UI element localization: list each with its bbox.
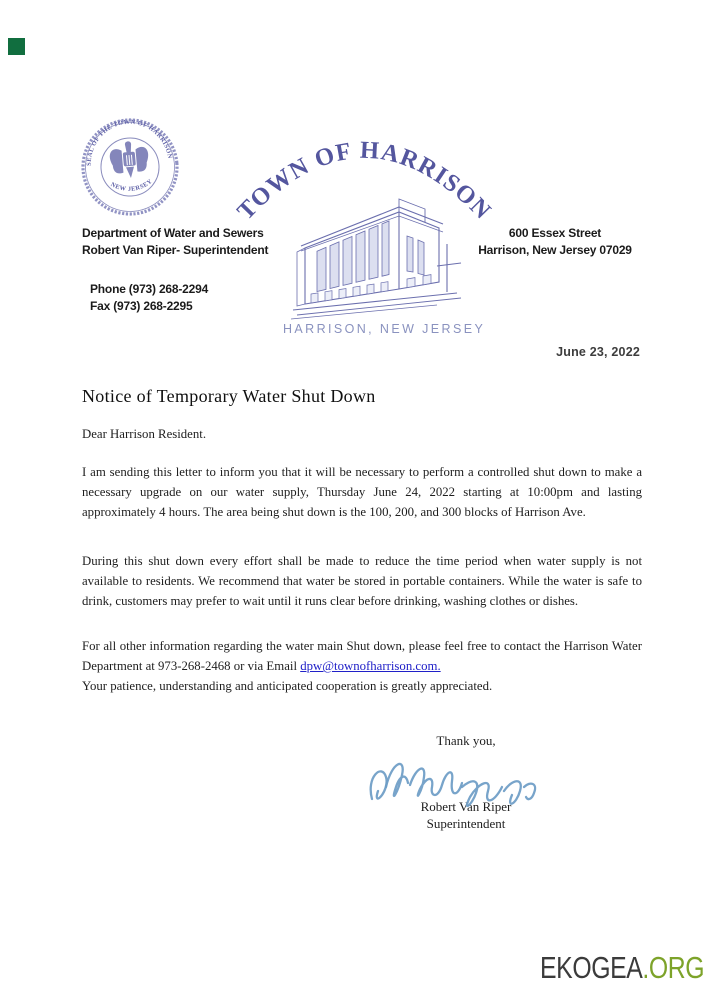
green-corner-marker	[8, 38, 25, 55]
paragraph-3-text: For all other information regarding the water main Shut down, please feel free to contact the Harrison Water Department at 973-268-2468 or via Email	[82, 639, 642, 673]
superintendent-line: Robert Van Riper- Superintendent	[82, 243, 269, 257]
paragraph-2: During this shut down every effort shall be made to reduce the time period when water supply is not available to residents. We recommend that water be stored in portable containers. While the water is safe to drink, customers may prefer to wait until it runs clear before drinking, washing clothes or dishes.	[82, 554, 642, 608]
department-block	[82, 225, 268, 259]
arc-title-text: TOWN OF HARRISON	[232, 136, 497, 226]
address-block	[460, 225, 650, 259]
brand-tld: .ORG	[642, 950, 704, 985]
signer-title: Superintendent	[426, 816, 506, 831]
eagle-emblem-icon	[109, 140, 151, 180]
signer-name: Robert Van Riper	[420, 799, 512, 814]
town-seal-icon	[75, 108, 184, 226]
fax-line: Fax (973) 268-2295	[90, 299, 193, 313]
paragraph-1: I am sending this letter to inform you that it will be necessary to perform a controlled shut down to make a necessary upgrade on our water supply, Thursday June 24, 2022 starting at 10:00pm and lasting approximately 4 hours. The area being shut down is the 100, 200, and 300 blocks of Harrison Ave.	[82, 465, 642, 519]
footer-brand	[540, 950, 704, 986]
phone-line: Phone (973) 268-2294	[90, 282, 209, 296]
seal-top-text: SEAL OF THE TOWN OF HARRISON	[85, 118, 174, 166]
closing-line: Thank you,	[436, 733, 496, 748]
brand-name: EKOGEA	[539, 950, 643, 985]
building-caption: HARRISON, NEW JERSEY	[283, 322, 486, 336]
paragraph-3	[82, 636, 642, 696]
email-link[interactable]: dpw@townofharrison.com.	[300, 659, 441, 673]
street-line: 600 Essex Street	[508, 226, 602, 240]
town-hall-illustration	[287, 186, 465, 324]
city-line: Harrison, New Jersey 07029	[478, 243, 632, 257]
handwritten-signature	[362, 747, 568, 821]
paragraph-3-closing-sentence: Your patience, understanding and anticipated cooperation is greatly appreciated.	[82, 679, 493, 693]
letter-title: Notice of Temporary Water Shut Down	[82, 386, 376, 406]
contact-block	[90, 281, 208, 315]
signature-block	[368, 733, 564, 832]
department-name: Department of Water and Sewers	[82, 226, 264, 240]
salutation: Dear Harrison Resident.	[82, 427, 207, 441]
seal-bottom-text: NEW JERSEY	[109, 177, 154, 193]
letter-date: June 23, 2022	[556, 345, 640, 359]
